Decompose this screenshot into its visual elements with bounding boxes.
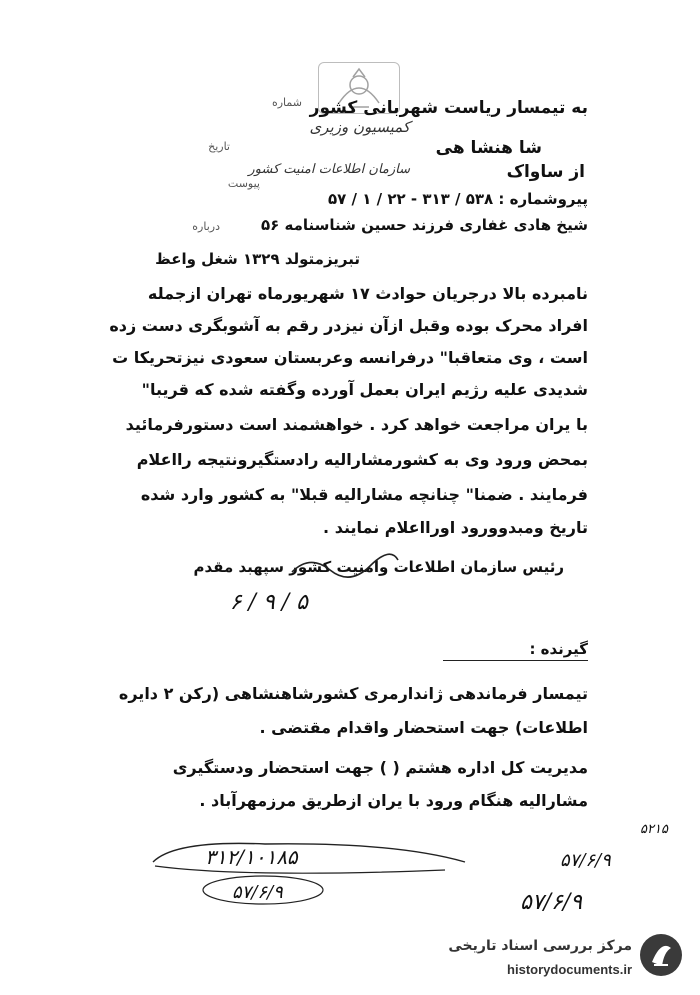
handwritten-note-2: سازمان اطلاعات امنیت کشور [248, 162, 410, 177]
body-line: افراد محرک بوده وقبل ازآن نیزدر رقم به آشوبگری دست زده [109, 316, 588, 335]
signatory-title: رئیس سازمان اطلاعات وامنیت کشور سپهبد مقدم [193, 558, 564, 576]
date-label: تاریخ [208, 140, 230, 153]
archive-logo-icon [638, 932, 684, 978]
signature-scribble-icon [290, 552, 400, 582]
body-line: فرمایند . ضمنا" چنانچه مشارالیه قبلا" به کشور وارد شده [140, 485, 588, 504]
body-line: شدیدی علیه رژیم ایران بعمل آورده وگفته شده که قریبا" [141, 380, 588, 399]
reference-handwriting: ۳۱۲/۱۰۱۸۵ [205, 845, 298, 869]
body-line: تاریخ ومبدوورود اورااعلام نمایند . [323, 518, 588, 537]
body-line: با یران مراجعت خواهد کرد . خواهشمند است دستورفرمائید [125, 415, 588, 434]
subject-continuation: تبریزمتولد ۱۳۲۹ شغل واعظ [155, 250, 360, 268]
date-handwriting-top: ۵۷/۶/۹ [560, 850, 611, 871]
reference-number: پیروشماره : ۵۳۸ / ۳۱۳ - ۲۲ / ۱ / ۵۷ [328, 190, 588, 208]
addressee-line: به تیمسار ریاست شهربانی کشور [309, 98, 588, 118]
body-line: نامبرده بالا درجریان حوادث ۱۷ شهریورماه تهران ازجمله [147, 284, 588, 303]
recipient-line: اطلاعات) جهت استحضار واقدام مقتضی . [259, 718, 588, 737]
body-line: است ، وی متعاقبا" درفرانسه وعربستان سعودی نیزتحریکا ت [112, 348, 588, 367]
signature-date: ۶ / ۹ / ۵ [229, 590, 308, 615]
recipient-line: مشارالیه هنگام ورود با یران ازطریق مرزمهرآباد . [199, 791, 588, 810]
handwritten-note-1: کمیسیون وزیری [309, 118, 410, 136]
archive-url: historydocuments.ir [507, 962, 632, 977]
number-label: شماره [271, 96, 302, 109]
imperial-line: ش‍‍ا هنش‍‍ا ه‍‍ی [435, 138, 542, 158]
date-handwriting-left: ۵۷/۶/۹ [232, 882, 283, 903]
body-line: بمحض ورود وی به کشورمشارالیه رادستگیرونتیجه رااعلام [136, 450, 588, 469]
date-handwriting-bottom: ۵۷/۶/۹ [520, 890, 583, 915]
recipient-line: مدیریت کل اداره هشتم ( ) جهت استحضار ودستگیری [172, 758, 588, 777]
recipient-line: تیمسار فرماندهی ژاندارمری کشورشاهنشاهی (رکن ۲ دایره [118, 684, 588, 703]
recipients-underline [443, 660, 588, 661]
from-line: از س‍‍اواک [506, 162, 585, 182]
subject-text: شیخ هادی غفاری فرزند حسین شناسنامه ۵۶ [260, 216, 588, 234]
attachment-label: پیوست [227, 177, 260, 190]
subject-label: درباره [192, 220, 220, 233]
corner-note: ۵۲۱۵ [640, 822, 668, 837]
recipients-label: گیرنده : [529, 640, 588, 658]
archive-title: مرکز بررسی اسناد تاریخی [448, 938, 632, 954]
archive-watermark [405, 928, 690, 988]
